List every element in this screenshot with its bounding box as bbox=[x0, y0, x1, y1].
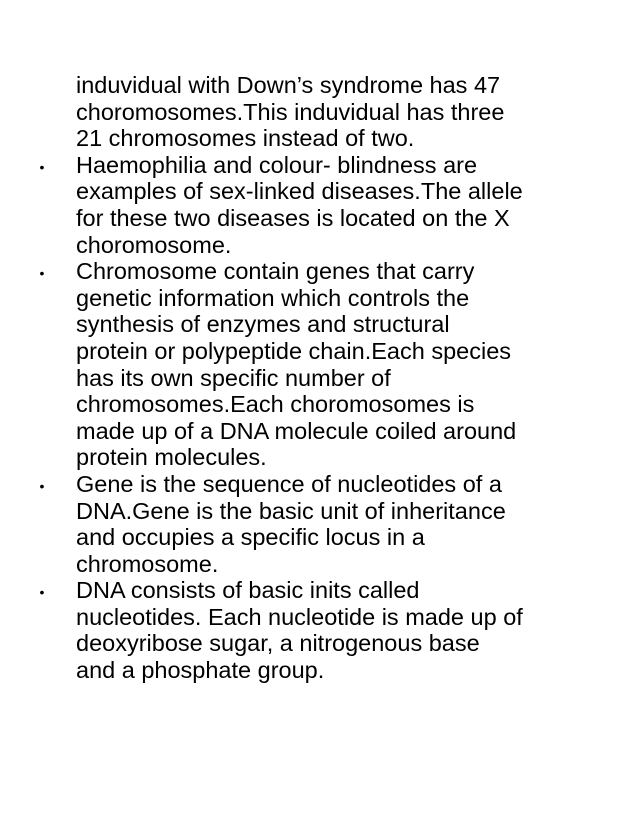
text-line: and occupies a specific locus in a bbox=[76, 524, 425, 551]
text-line: induvidual with Down’s syndrome has 47 bbox=[76, 72, 501, 98]
text-line-content: Gene is the sequence of nucleotides of a bbox=[76, 470, 502, 497]
text-line: protein molecules. bbox=[76, 444, 267, 471]
text-line bbox=[39, 258, 576, 285]
document-body bbox=[39, 72, 576, 684]
text-line: chromosomes.Each choromosomes is bbox=[76, 391, 475, 418]
text-line: choromosome. bbox=[76, 231, 232, 258]
text-line: 21 chromosomes instead of two. bbox=[76, 125, 415, 152]
text-line: choromosomes.This induvidual has three bbox=[76, 98, 505, 125]
bullet-item-chromosome bbox=[39, 258, 576, 471]
text-line bbox=[39, 470, 576, 498]
text-line-content: DNA consists of basic inits called bbox=[76, 577, 420, 604]
paragraph-continuation bbox=[76, 72, 576, 152]
text-line: protein or polypeptide chain.Each species bbox=[76, 337, 512, 364]
text-line-content: Haemophilia and colour- blindness are bbox=[76, 151, 478, 178]
bullet-icon: • bbox=[39, 158, 45, 175]
text-line: examples of sex-linked diseases.The allele bbox=[76, 178, 523, 205]
bullet-icon: • bbox=[39, 477, 45, 494]
text-line: chromosome. bbox=[76, 550, 219, 577]
text-line: genetic information which controls the bbox=[76, 284, 470, 311]
bullet-icon: • bbox=[39, 265, 45, 282]
text-line: has its own specific number of bbox=[76, 364, 391, 391]
text-line: synthesis of enzymes and structural bbox=[76, 311, 450, 338]
text-line: DNA.Gene is the basic unit of inheritance bbox=[76, 497, 506, 524]
bullet-icon: • bbox=[39, 584, 45, 601]
bullet-item-haemophilia bbox=[39, 151, 576, 258]
text-line: for these two diseases is located on the X bbox=[76, 204, 510, 231]
text-line: made up of a DNA molecule coiled around bbox=[76, 417, 517, 444]
text-line bbox=[39, 151, 576, 179]
text-line-content: Chromosome contain genes that carry bbox=[76, 258, 475, 285]
text-line: deoxyribose sugar, a nitrogenous base bbox=[76, 630, 480, 657]
text-line: nucleotides. Each nucleotide is made up of bbox=[76, 603, 523, 630]
text-line: and a phosphate group. bbox=[76, 657, 325, 684]
bullet-item-gene bbox=[39, 470, 576, 577]
bullet-item-dna bbox=[39, 577, 576, 684]
text-line bbox=[39, 577, 576, 604]
